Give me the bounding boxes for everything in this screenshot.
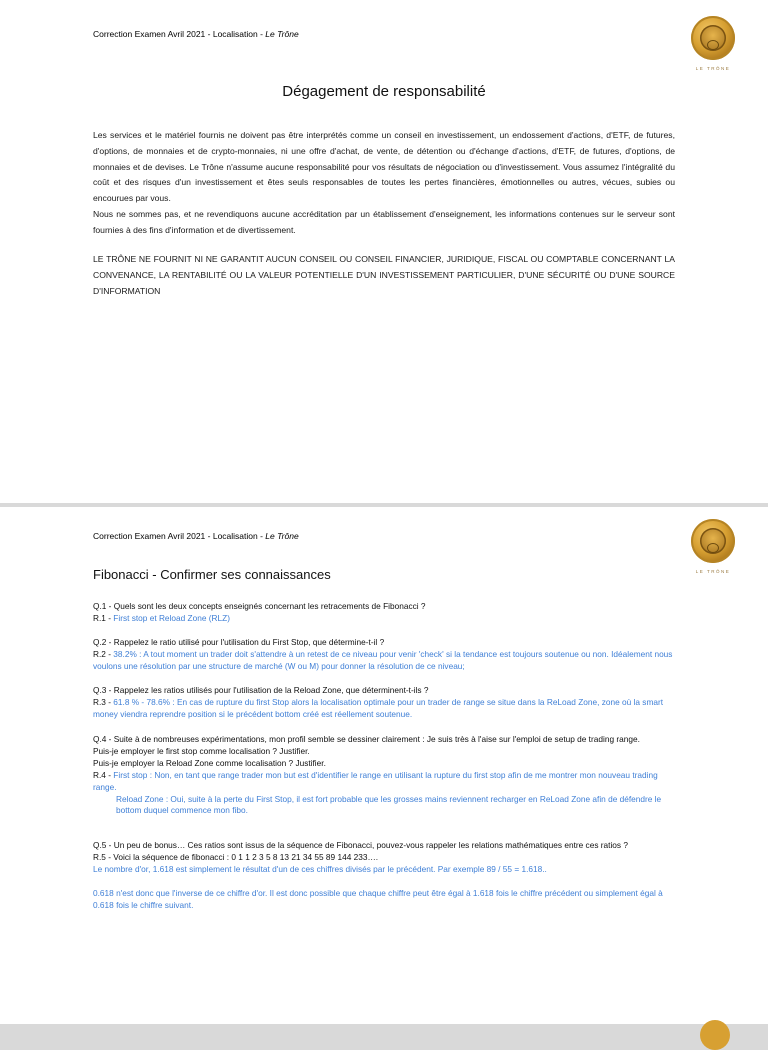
answer-2 <box>93 649 675 673</box>
answer-3-text: 61.8 % - 78.6% : En cas de rupture du first Stop alors la localisation optimale pour un trader de range se situe dans la ReLoad Zone, zone où la smart money viendra reprendre position si le précédent bottom créé est réellement soutenue. <box>93 696 664 719</box>
page-header <box>93 531 299 541</box>
logo-caption: LE TRÔNE <box>695 569 731 574</box>
answer-5-golden-ratio: Le nombre d'or, 1.618 est simplement le résultat d'un de ces chiffres divisés par le précédent. Par exemple 89 / 55 = 1.618.. <box>93 863 547 874</box>
question-2: Q.2 - Rappelez le ratio utilisé pour l'utilisation du First Stop, que détermine-t-il ? <box>93 637 385 647</box>
answer-4-reload-zone: Reload Zone : Oui, suite à la perte du First Stop, il est fort probable que les grosses mains reviennent recharger en ReLoad Zone afin de défendre le bottom duquel commence mon fibo. <box>116 793 662 816</box>
header-text: Correction Examen Avril 2021 - Localisation - <box>93 531 266 541</box>
answer-4-label: R.4 - <box>93 769 114 780</box>
quiz-title: Fibonacci - Confirmer ses connaissances <box>93 567 331 582</box>
disclaimer-paragraph-1: Les services et le matériel fournis ne doivent pas être interprétés comme un conseil en investissement, un endossement d'actions, d'ETF, de futures, d'options, de monnaies et de crypto-monnaies, ni une offre d'achat, de vente, de détention ou d'échange d'actions, d'ETF, de futures, d'options, de monnaies et de devises. Le Trône n'assume aucune responsabilité pour vos résultats de négociation ou d'investissement. Vous assumez l'intégralité du coût et des risques d'un investissement et êtes seuls responsables de toutes les pertes financières, émotionnelles ou autres, vécues, subies ou encourues par vous. <box>93 130 675 204</box>
answer-5: R.5 - Voici la séquence de fibonacci : 0 1 1 2 3 5 8 13 21 34 55 89 144 233…. <box>93 851 379 862</box>
disclaimer-paragraph-3: LE TRÔNE NE FOURNIT NI NE GARANTIT AUCUN CONSEIL OU CONSEIL FINANCIER, JURIDIQUE, FISCAL OU COMPTABLE CONCERNANT LA CONVENANCE, LA RENTABILITÉ OU LA VALEUR POTENTIELLE D'UN INVESTISSEMENT PARTICULIER, D'UNE SÉCURITÉ OU D'UNE SOURCE D'INFORMATION <box>93 254 675 296</box>
answer-1 <box>93 613 675 625</box>
question-4-block <box>93 734 675 817</box>
header-text: Correction Examen Avril 2021 - Localisation - <box>93 29 266 39</box>
answer-3-label: R.3 - <box>93 696 114 707</box>
header-brand: Le Trône <box>265 29 299 39</box>
lion-door-knocker-logo <box>691 16 735 60</box>
page-header <box>93 29 299 39</box>
document-page-1 <box>0 0 768 503</box>
header-brand: Le Trône <box>265 531 299 541</box>
answer-4 <box>93 770 675 794</box>
question-3-block <box>93 685 675 721</box>
answer-3 <box>93 697 675 721</box>
question-1: Q.1 - Quels sont les deux concepts enseignés concernant les retracements de Fibonacci ? <box>93 601 426 611</box>
next-page-logo-icon <box>700 1020 730 1050</box>
question-4: Q.4 - Suite à de nombreuses expérimentations, mon profil semble se dessiner clairement : Je suis très à l'aise sur l'emploi de setup de trading range. <box>93 734 640 744</box>
logo-caption: LE TRÔNE <box>695 66 731 71</box>
question-4-part-a: Puis-je employer le first stop comme localisation ? Justifier. <box>93 745 310 756</box>
question-1-block <box>93 601 675 625</box>
answer-2-label: R.2 - <box>93 648 114 659</box>
disclaimer-title: Dégagement de responsabilité <box>282 83 486 100</box>
question-2-block <box>93 637 675 673</box>
question-5-block <box>93 840 675 912</box>
answer-1-text: First stop et Reload Zone (RLZ) <box>113 612 230 623</box>
question-5: Q.5 - Un peu de bonus… Ces ratios sont issus de la séquence de Fibonacci, pouvez-vous rappeler les relations mathématiques entre ces ratios ? <box>93 840 628 850</box>
answer-1-label: R.1 - <box>93 612 114 623</box>
answer-4-text: First stop : Non, en tant que range trader mon but est d'identifier le range en utilisant la rupture du first stop afin de me montrer mon nouveau trading range. <box>93 769 658 792</box>
answer-5-inverse: 0.618 n'est donc que l'inverse de ce chiffre d'or. Il est donc possible que chaque chiffre peut être égal à 1.618 fois le chiffre précédent ou simplement égal à 0.618 fois le chiffre suivant. <box>93 887 663 910</box>
answer-2-text: 38.2% : A tout moment un trader doit s'attendre à un retest de ce niveau pour venir 'check' si la tendance est toujours soutenue ou non. Idéalement nous voulons une résolution par une structure de marché (W ou M) pour donner la résolution de ce niveau; <box>93 648 673 671</box>
lion-door-knocker-logo <box>691 519 735 563</box>
disclaimer-paragraph-2: Nous ne sommes pas, et ne revendiquons aucune accréditation par un établissement d'enseignement, les informations contenues sur le serveur sont fournies à des fins d'information et de divertissement. <box>93 209 675 235</box>
question-3: Q.3 - Rappelez les ratios utilisés pour l'utilisation de la Reload Zone, que déterminent-t-ils ? <box>93 685 429 695</box>
question-4-part-b: Puis-je employer la Reload Zone comme localisation ? Justifier. <box>93 757 326 768</box>
